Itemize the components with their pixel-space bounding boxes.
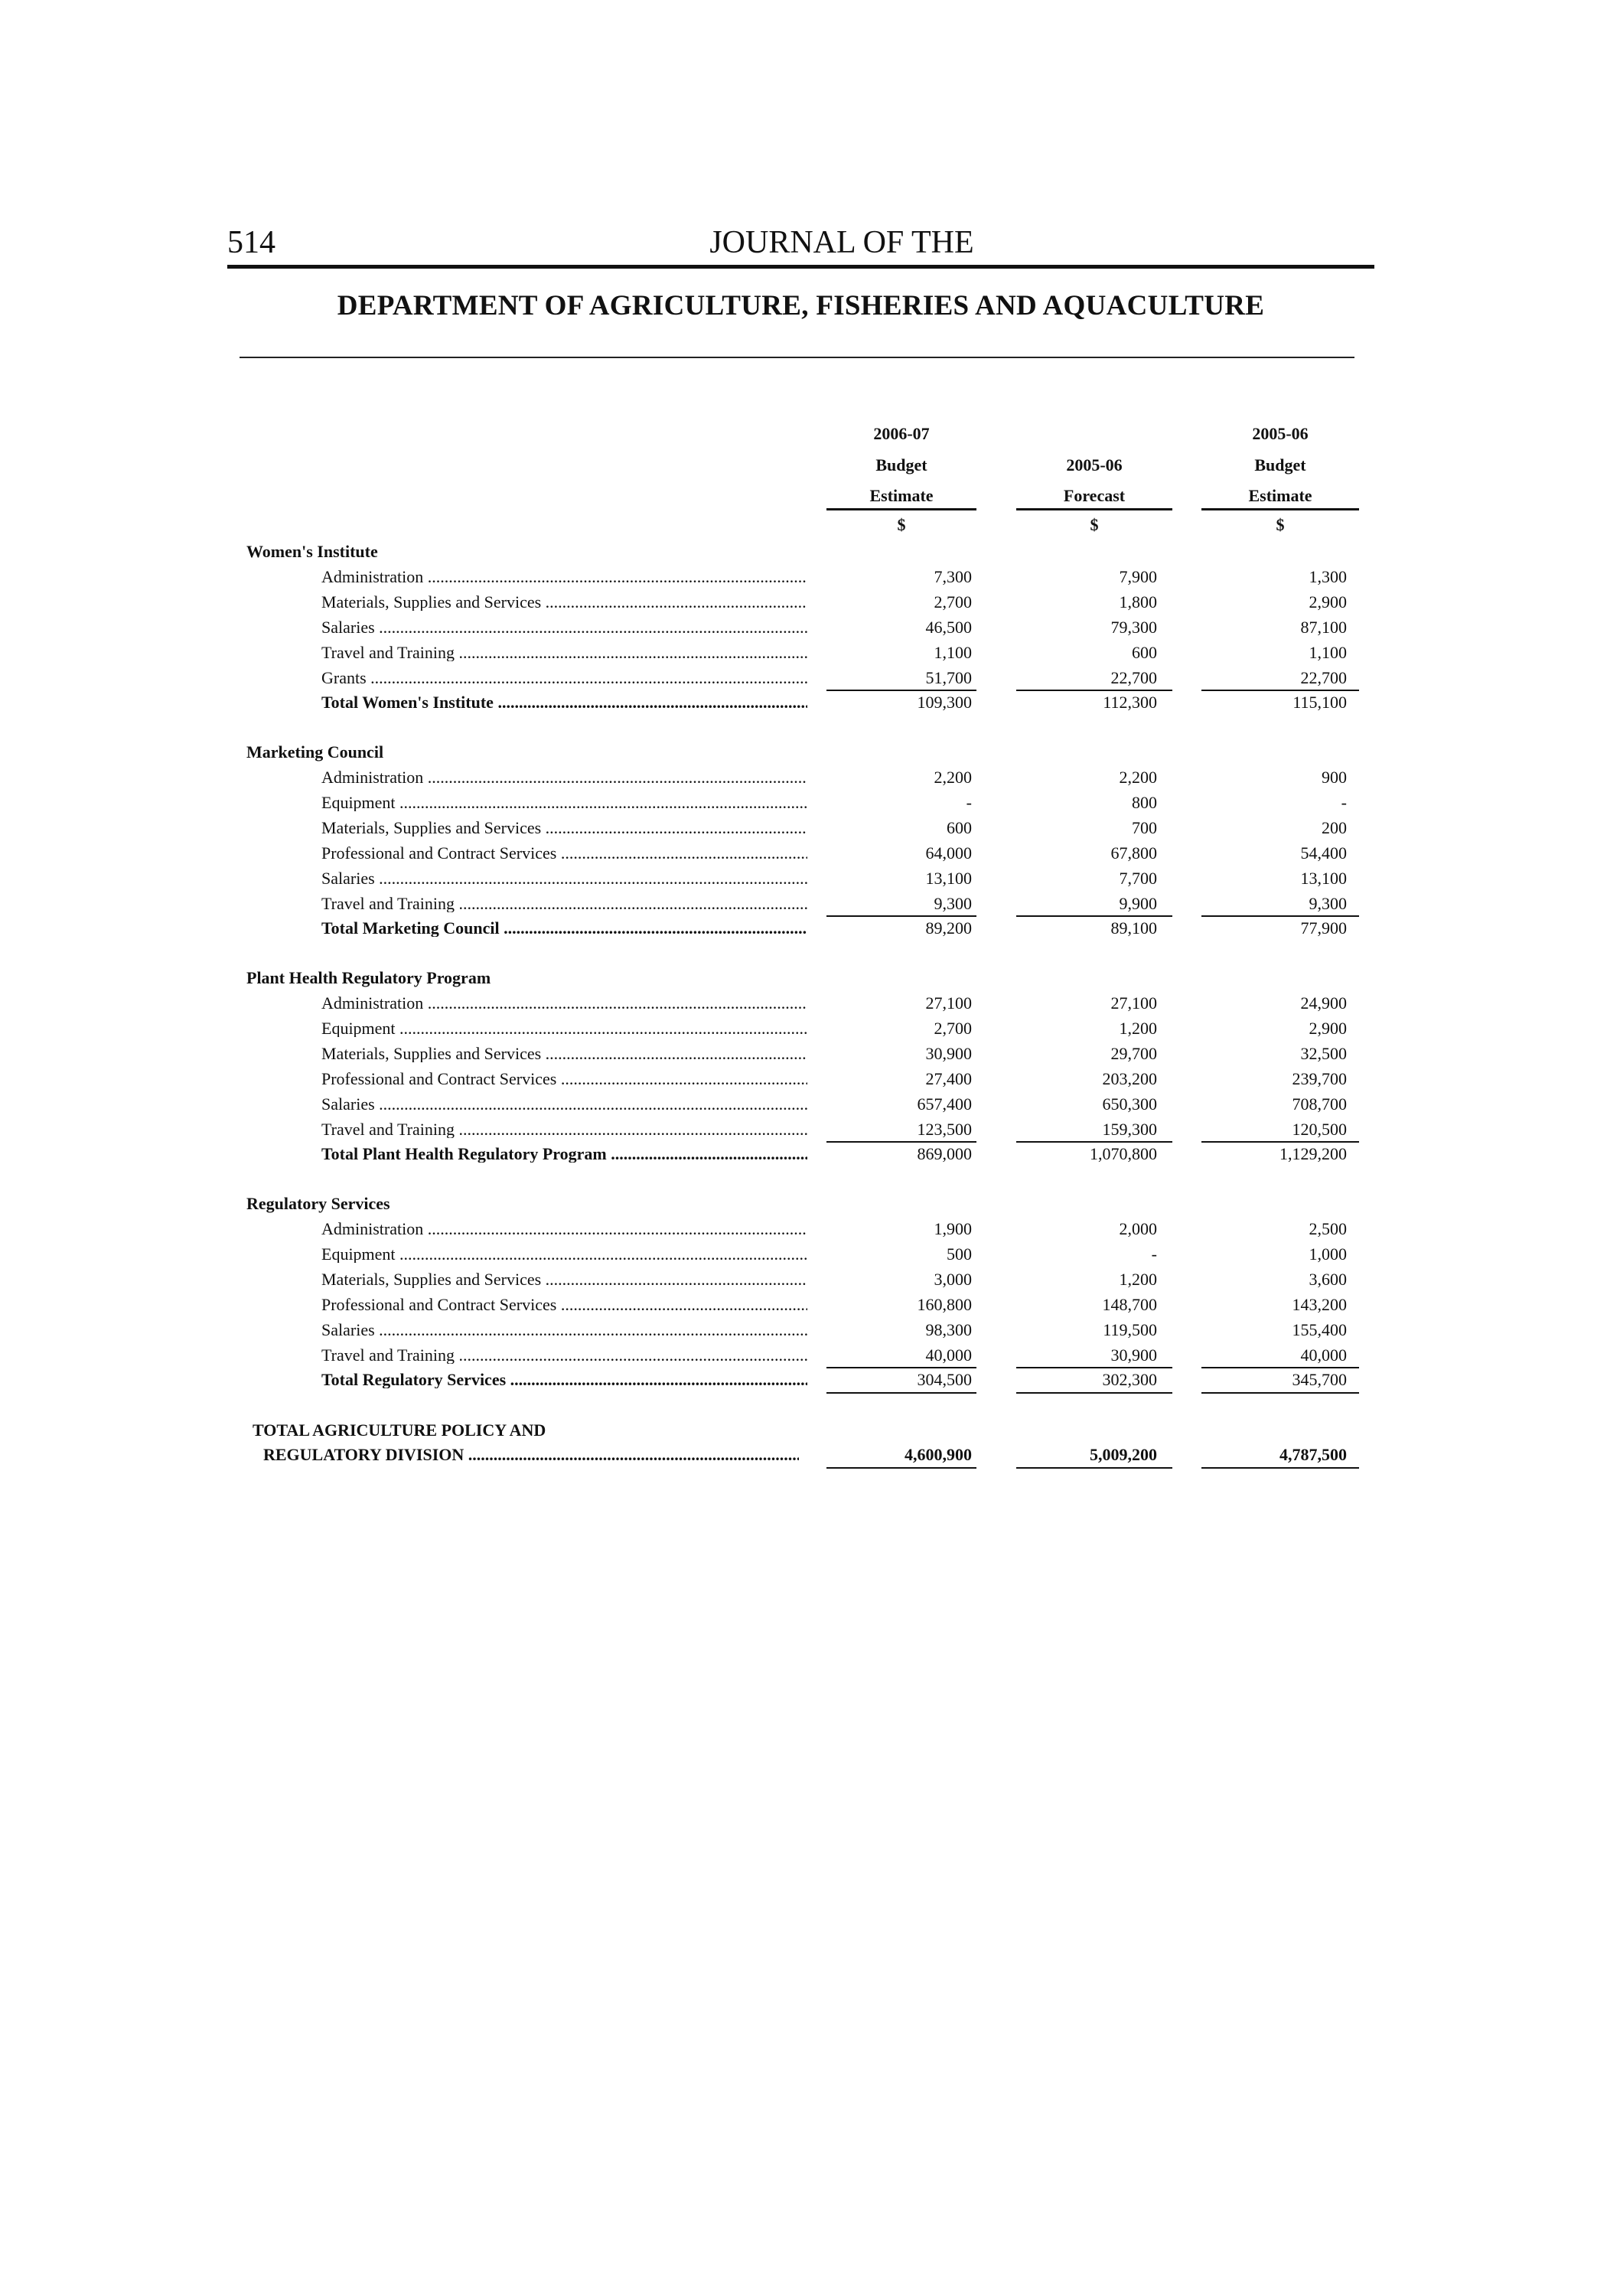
col3-line3: Estimate [1248,486,1312,505]
total-value: 304,500 [917,1370,972,1389]
section-title: Regulatory Services [246,1194,390,1213]
row-value: 27,100 [925,993,972,1013]
page-number: 514 [227,225,275,260]
table-row [321,870,1362,895]
row-label: Administration ..... [321,995,807,1012]
row-value: 2,900 [1309,592,1347,612]
table-row [321,794,1362,820]
total-label: Total Regulatory Services ..... [321,1371,807,1388]
row-value: 650,300 [1102,1094,1157,1114]
total-rule [1201,1392,1359,1394]
row-value: 143,200 [1292,1295,1347,1314]
row-value: 9,900 [1119,894,1157,913]
row-label: Materials, Supplies and Services ..... [321,820,807,837]
row-value: 657,400 [917,1094,972,1114]
row-value: 98,300 [925,1320,972,1339]
total-value: 1,129,200 [1279,1144,1347,1163]
row-value: 600 [947,818,972,837]
grand-total-rule [1016,1467,1172,1469]
col2-currency: $ [1090,515,1099,534]
row-label: Professional and Contract Services ..... [321,845,807,862]
grand-total-value: 5,009,200 [1090,1445,1157,1464]
table-row [321,644,1362,670]
row-label: Equipment ..... [321,1246,807,1263]
total-row [321,694,1362,719]
row-label: Materials, Supplies and Services ..... [321,594,807,611]
department-divider [240,357,1354,358]
row-value: 67,800 [1110,843,1157,863]
col3-line2: Budget [1254,455,1306,475]
row-value: 3,000 [934,1270,972,1289]
journal-title: JOURNAL OF THE [709,225,974,260]
total-value: 869,000 [917,1144,972,1163]
row-label: Administration ..... [321,1221,807,1238]
col3-header-rule [1201,508,1359,510]
row-label: Salaries ..... [321,1096,807,1113]
total-value: 109,300 [917,693,972,712]
row-label: Administration ..... [321,569,807,585]
table-row [321,670,1362,695]
row-value: 120,500 [1292,1120,1347,1139]
row-value: 29,700 [1110,1044,1157,1063]
total-row [321,920,1362,945]
row-value: 1,200 [1119,1019,1157,1038]
total-value: 1,070,800 [1090,1144,1157,1163]
row-value: - [966,793,972,812]
row-value: 2,200 [934,768,972,787]
row-value: 239,700 [1292,1069,1347,1088]
row-value: 200 [1322,818,1347,837]
subtotal-rule [1016,915,1172,917]
total-label: Total Marketing Council ..... [321,920,807,937]
grand-total-label-line2 [263,1446,799,1463]
grand-total-value: 4,787,500 [1279,1445,1347,1464]
grand-total-label-line2-text: REGULATORY DIVISION [263,1446,464,1463]
col3-year: 2005-06 [1252,424,1309,443]
grand-total-label-line1: TOTAL AGRICULTURE POLICY AND [253,1420,546,1440]
row-label: Equipment ..... [321,1020,807,1037]
row-value: 1,100 [1309,643,1347,662]
table-row [321,1296,1362,1322]
col1-header-rule [826,508,976,510]
subtotal-rule [826,1141,976,1143]
row-value: 800 [1132,793,1157,812]
row-value: 13,100 [925,869,972,888]
subtotal-rule [826,1367,976,1368]
table-row [321,1347,1362,1372]
row-value: 2,900 [1309,1019,1347,1038]
col1-year: 2006-07 [873,424,930,443]
section-title: Marketing Council [246,742,384,762]
row-value: 22,700 [1300,668,1347,687]
row-value: 32,500 [1300,1044,1347,1063]
row-value: 700 [1132,818,1157,837]
total-value: 77,900 [1300,918,1347,938]
row-value: 9,300 [1309,894,1347,913]
row-value: - [1151,1244,1157,1264]
row-value: 51,700 [925,668,972,687]
row-label: Salaries ..... [321,619,807,636]
row-label: Salaries ..... [321,1322,807,1339]
row-value: 7,700 [1119,869,1157,888]
row-value: 7,300 [934,567,972,586]
row-value: 2,000 [1119,1219,1157,1238]
row-value: 708,700 [1292,1094,1347,1114]
department-title: DEPARTMENT OF AGRICULTURE, FISHERIES AND AQUACULTURE [337,290,1265,321]
table-row [321,769,1362,794]
row-value: 40,000 [1300,1345,1347,1365]
total-value: 112,300 [1103,693,1157,712]
grand-total-rule [1201,1467,1359,1469]
row-value: 2,700 [934,1019,972,1038]
grand-total-value: 4,600,900 [905,1445,972,1464]
row-value: 7,900 [1119,567,1157,586]
col2-line2: 2005-06 [1066,455,1123,475]
table-row [321,895,1362,921]
subtotal-rule [1201,1141,1359,1143]
row-value: 203,200 [1102,1069,1157,1088]
row-label: Travel and Training ..... [321,1121,807,1138]
subtotal-rule [1016,690,1172,691]
row-value: 2,700 [934,592,972,612]
row-value: 13,100 [1300,869,1347,888]
row-value: 54,400 [1300,843,1347,863]
header-divider [227,265,1374,269]
total-value: 345,700 [1292,1370,1347,1389]
row-label: Salaries ..... [321,870,807,887]
total-rule [826,1392,976,1394]
row-value: 30,900 [925,1044,972,1063]
total-value: 89,100 [1110,918,1157,938]
row-value: 2,200 [1119,768,1157,787]
row-label: Equipment ..... [321,794,807,811]
row-value: 148,700 [1102,1295,1157,1314]
col1-currency: $ [897,515,906,534]
subtotal-rule [1016,1141,1172,1143]
row-value: 600 [1132,643,1157,662]
table-row [321,594,1362,619]
total-row [321,1146,1362,1171]
row-value: 22,700 [1110,668,1157,687]
subtotal-rule [826,915,976,917]
row-value: - [1341,793,1347,812]
row-label: Professional and Contract Services ..... [321,1296,807,1313]
table-row [321,1045,1362,1071]
subtotal-rule [1201,1367,1359,1368]
row-label: Professional and Contract Services ..... [321,1071,807,1088]
table-row [321,1071,1362,1096]
row-value: 1,000 [1309,1244,1347,1264]
row-value: 159,300 [1102,1120,1157,1139]
row-value: 2,500 [1309,1219,1347,1238]
col2-header-rule [1016,508,1172,510]
leader-dots [464,1446,799,1463]
col1-line2: Budget [875,455,927,475]
row-label: Materials, Supplies and Services ..... [321,1045,807,1062]
row-value: 1,200 [1119,1270,1157,1289]
row-value: 1,800 [1119,592,1157,612]
row-value: 123,500 [917,1120,972,1139]
subtotal-rule [1201,690,1359,691]
row-label: Travel and Training ..... [321,895,807,912]
grand-total-rule [826,1467,976,1469]
row-value: 87,100 [1300,618,1347,637]
subtotal-rule [1201,915,1359,917]
row-value: 27,100 [1110,993,1157,1013]
subtotal-rule [826,690,976,691]
table-row [321,1221,1362,1246]
table-row [321,619,1362,644]
row-value: 46,500 [925,618,972,637]
row-value: 500 [947,1244,972,1264]
table-row [321,1096,1362,1121]
table-row [321,569,1362,594]
total-rule [1016,1392,1172,1394]
row-value: 30,900 [1110,1345,1157,1365]
total-value: 89,200 [925,918,972,938]
row-value: 1,900 [934,1219,972,1238]
table-row [321,1121,1362,1146]
row-label: Grants ..... [321,670,807,687]
table-row [321,820,1362,845]
total-value: 302,300 [1102,1370,1157,1389]
row-value: 160,800 [917,1295,972,1314]
row-value: 3,600 [1309,1270,1347,1289]
row-value: 1,100 [934,643,972,662]
total-label: Total Plant Health Regulatory Program ..... [321,1146,807,1163]
row-label: Travel and Training ..... [321,644,807,661]
row-value: 64,000 [925,843,972,863]
section-title: Plant Health Regulatory Program [246,968,491,987]
table-row [321,1271,1362,1296]
row-value: 27,400 [925,1069,972,1088]
table-row [321,1020,1362,1045]
table-row [321,1322,1362,1347]
table-row [321,995,1362,1020]
row-value: 24,900 [1300,993,1347,1013]
total-value: 115,100 [1292,693,1347,712]
row-label: Materials, Supplies and Services ..... [321,1271,807,1288]
row-value: 1,300 [1309,567,1347,586]
row-label: Travel and Training ..... [321,1347,807,1364]
row-label: Administration ..... [321,769,807,786]
total-label: Total Women's Institute ..... [321,694,807,711]
subtotal-rule [1016,1367,1172,1368]
col2-line3: Forecast [1063,486,1126,505]
row-value: 40,000 [925,1345,972,1365]
col3-currency: $ [1276,515,1285,534]
col1-line3: Estimate [869,486,934,505]
section-title: Women's Institute [246,542,378,561]
row-value: 119,500 [1103,1320,1157,1339]
row-value: 9,300 [934,894,972,913]
table-row [321,1246,1362,1271]
row-value: 155,400 [1292,1320,1347,1339]
table-row [321,845,1362,870]
row-value: 79,300 [1110,618,1157,637]
row-value: 900 [1322,768,1347,787]
